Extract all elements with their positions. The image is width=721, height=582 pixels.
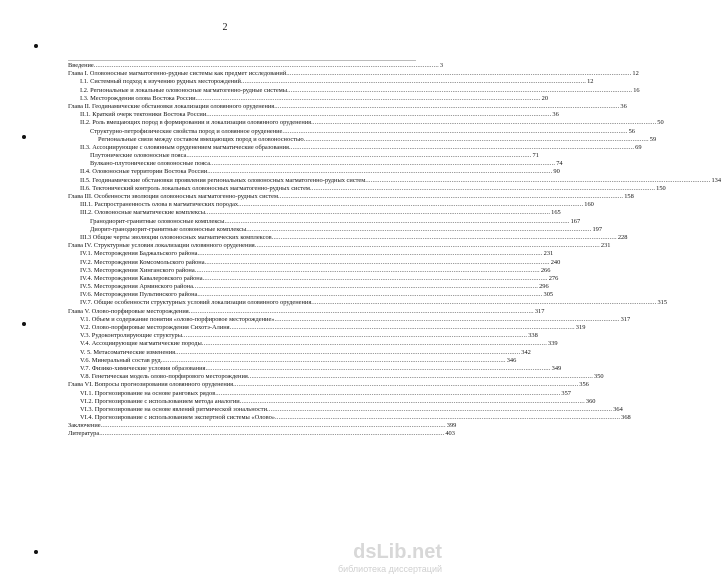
toc-entry-page: 36: [620, 102, 627, 110]
toc-entry: [68, 135, 657, 144]
toc-entry: [68, 160, 563, 168]
toc-leader-dots: [287, 87, 632, 95]
toc-leader-dots: [189, 308, 534, 316]
toc-entry-page: 59: [649, 135, 657, 143]
toc-leader-dots: [205, 365, 550, 373]
toc-entry: [68, 422, 457, 430]
toc-entry-page: 197: [592, 225, 603, 233]
table-of-contents: [68, 62, 721, 439]
toc-leader-dots: [193, 283, 538, 291]
toc-entry-page: 12: [632, 70, 639, 78]
toc-leader-dots: [255, 242, 600, 250]
toc-entry-page: 231: [600, 242, 611, 250]
toc-entry-page: 240: [550, 258, 561, 266]
toc-leader-dots: [233, 381, 578, 389]
toc-entry-page: 36: [552, 111, 559, 119]
toc-leader-dots: [274, 103, 619, 111]
toc-entry-label: VI.4. Прогнозирование с использованием экспертной системы «Олово»: [80, 414, 275, 422]
toc-entry-page: 360: [585, 397, 596, 405]
toc-entry-label: I.2. Региональные и локальные оловоносные магматогенно-рудные системы: [80, 86, 288, 94]
toc-entry-label: Глава V. Олово-порфировые месторождения: [68, 307, 189, 315]
toc-entry: [68, 217, 581, 226]
toc-entry-page: 266: [540, 266, 551, 274]
toc-leader-dots: [195, 267, 540, 275]
toc-entry-label: V.1. Объем и содержание понятия «олово-порфировое месторождение»: [80, 315, 275, 323]
toc-leader-dots: [310, 185, 655, 193]
toc-entry-page: 150: [656, 184, 666, 192]
toc-entry-label: IV.5. Месторождения Арминского района: [80, 283, 193, 291]
toc-entry-page: 167: [570, 217, 581, 225]
toc-entry-page: 356: [579, 381, 589, 389]
watermark: [338, 541, 442, 574]
toc-entry: [68, 258, 561, 267]
toc-entry-page: 71: [532, 152, 539, 160]
toc-entry: [68, 168, 560, 176]
toc-entry-page: 50: [657, 119, 664, 127]
toc-entry-label: IV.2. Месторождения Комсомольского района: [80, 258, 205, 266]
toc-entry: [68, 405, 623, 414]
toc-entry-label: V.6. Минеральный состав руд: [80, 356, 161, 364]
toc-leader-dots: [246, 226, 591, 234]
toc-leader-dots: [286, 70, 631, 78]
toc-entry-label: IV.7. Общие особенности структурных условий локализации оловянного оруденения: [80, 299, 312, 307]
toc-entry: [68, 70, 639, 78]
top-rule: [68, 60, 416, 61]
toc-entry-label: Плутонические оловоносные пояса: [90, 152, 187, 160]
toc-entry-label: IV.6. Месторождения Пультинского района: [80, 291, 198, 299]
toc-entry-page: 317: [534, 307, 545, 315]
toc-entry-page: 276: [548, 274, 559, 282]
toc-entry-label: II.4. Оловоносные территории Востока России: [80, 168, 208, 176]
toc-entry-page: 3: [439, 62, 444, 69]
toc-entry: [68, 381, 589, 389]
toc-entry: [68, 86, 640, 95]
toc-leader-dots: [272, 234, 617, 242]
binding-hole-mark: [22, 135, 26, 139]
toc-entry-page: 160: [584, 201, 594, 209]
toc-entry-label: I.3. Месторождения олова Востока России: [80, 94, 196, 102]
toc-entry-label: IV.1. Месторождения Баджальского района: [80, 250, 198, 258]
toc-entry: [68, 340, 558, 348]
toc-entry-page: 342: [521, 348, 531, 356]
toc-leader-dots: [215, 390, 560, 398]
toc-leader-dots: [289, 144, 634, 152]
binding-hole-mark: [34, 550, 38, 554]
toc-entry: [68, 176, 721, 185]
toc-entry: [68, 250, 554, 258]
toc-entry: [68, 119, 664, 127]
toc-leader-dots: [182, 332, 527, 340]
toc-entry-label: Структурно-петрофизические свойства пород и оловянное оруденение: [90, 127, 283, 135]
toc-leader-dots: [311, 299, 656, 307]
toc-entry: [68, 127, 635, 136]
toc-entry-page: 165: [551, 209, 561, 217]
toc-leader-dots: [196, 95, 541, 103]
toc-entry-label: IV.4. Месторождения Кавалеровского района: [80, 274, 203, 282]
toc-leader-dots: [275, 316, 620, 324]
toc-leader-dots: [224, 218, 569, 226]
toc-entry-page: 296: [539, 283, 549, 291]
toc-leader-dots: [175, 349, 520, 357]
toc-entry-label: Литература: [68, 430, 100, 438]
toc-entry: [68, 209, 561, 217]
toc-entry-page: 74: [556, 160, 563, 168]
toc-entry-page: 399: [446, 422, 457, 430]
toc-entry-label: II.3. Ассоциирующие с оловянным оруденением магматические образования: [80, 143, 289, 151]
toc-entry-label: II.5. Геодинамические обстановки проявления региональных оловоносных магматогенно-рудных систем: [80, 176, 366, 184]
toc-entry-page: 317: [620, 315, 631, 323]
toc-entry: [68, 283, 549, 291]
toc-leader-dots: [267, 406, 612, 414]
toc-entry-page: 228: [617, 233, 628, 241]
toc-leader-dots: [101, 422, 446, 430]
toc-entry-label: IV.3. Месторождения Хинганского района: [80, 266, 195, 274]
toc-entry: [68, 430, 455, 438]
toc-entry-page: 368: [621, 414, 631, 422]
toc-leader-dots: [161, 357, 506, 365]
toc-entry-label: Вулкано-плутонические оловоносные пояса: [90, 160, 211, 168]
toc-entry-page: 305: [543, 291, 554, 299]
toc-leader-dots: [304, 136, 649, 144]
toc-entry: [68, 242, 611, 250]
toc-leader-dots: [365, 177, 710, 185]
toc-entry-page: 134: [711, 176, 721, 184]
toc-leader-dots: [238, 201, 583, 209]
toc-entry: [68, 356, 517, 365]
toc-entry: [68, 193, 634, 201]
toc-leader-dots: [206, 111, 551, 119]
toc-entry: [68, 102, 627, 111]
toc-entry: [68, 201, 594, 209]
toc-entry-page: 158: [624, 193, 634, 200]
toc-entry: [68, 414, 631, 422]
toc-entry-page: 319: [575, 324, 586, 331]
toc-entry-label: V. 5. Метасоматические изменения: [80, 348, 176, 356]
toc-entry-label: II.1. Краткий очерк тектоники Востока России: [80, 111, 207, 119]
toc-entry-label: III.3 Общие черты эволюции оловоносных магматических комплексов: [80, 233, 272, 241]
toc-entry-label: III.1. Распространенность олова в магматических породах: [80, 201, 239, 209]
toc-entry-label: VI.2. Прогнозирование с использованием метода аналогии: [80, 397, 240, 405]
toc-entry: [68, 62, 444, 70]
toc-entry-label: Диорит-гранодиорит-гранитные оловоносные комплексы: [90, 225, 247, 233]
toc-entry-label: Заключение: [68, 422, 101, 430]
toc-entry: [68, 364, 562, 373]
toc-entry-page: 69: [635, 143, 642, 151]
toc-entry-label: Глава IV. Структурные условия локализации оловянного оруденения: [68, 242, 255, 250]
toc-leader-dots: [205, 259, 550, 267]
toc-entry: [68, 299, 668, 307]
toc-leader-dots: [240, 398, 585, 406]
toc-entry: [68, 225, 603, 234]
toc-entry: [68, 94, 549, 103]
toc-entry-label: Гранодиорит-гранитные оловоносные комплексы: [90, 217, 225, 225]
toc-leader-dots: [241, 78, 586, 86]
toc-entry: [68, 389, 571, 398]
toc-entry: [68, 274, 559, 283]
toc-entry-page: 16: [633, 86, 640, 94]
toc-entry-label: VI.3. Прогнозирование на основе явлений ритмической зональности: [80, 405, 268, 413]
toc-entry-page: 403: [445, 430, 455, 438]
binding-hole-mark: [22, 322, 26, 326]
toc-leader-dots: [186, 152, 531, 160]
toc-entry: [68, 315, 631, 324]
toc-entry-label: Глава III. Особенности эволюции оловоносных магматогенно-рудных систем: [68, 193, 279, 200]
toc-entry-label: V.7. Физико-химические условия образования: [80, 364, 206, 372]
toc-entry: [68, 291, 554, 299]
toc-leader-dots: [275, 414, 620, 422]
toc-entry-label: Региональные связи между составом вмещающих пород и оловоносностью: [98, 135, 304, 143]
binding-hole-mark: [34, 44, 38, 48]
toc-entry: [68, 111, 559, 119]
toc-entry-page: 12: [587, 78, 594, 86]
toc-entry: [68, 307, 545, 316]
toc-entry: [68, 184, 666, 193]
watermark-title: dsLib.net: [353, 541, 442, 563]
toc-entry-page: 346: [506, 356, 517, 364]
toc-entry-label: Глава I. Оловоносные магматогенно-рудные системы как предмет исследований: [68, 70, 287, 78]
toc-entry-page: 349: [551, 364, 562, 372]
page-number: 2: [222, 22, 228, 33]
toc-entry-page: 231: [543, 250, 554, 258]
toc-leader-dots: [230, 324, 575, 332]
toc-leader-dots: [205, 209, 550, 217]
toc-entry-label: Введение: [68, 62, 94, 69]
toc-leader-dots: [203, 275, 548, 283]
toc-entry-page: 339: [548, 340, 558, 348]
toc-entry: [68, 233, 628, 242]
toc-entry: [68, 152, 539, 160]
toc-entry-page: 350: [594, 373, 604, 381]
toc-leader-dots: [197, 291, 542, 299]
toc-entry-label: III.2. Оловоносные магматические комплексы: [80, 209, 205, 217]
toc-entry-page: 20: [541, 94, 549, 102]
toc-entry-label: II.6. Тектонический контроль локальных оловоносных магматогенно-рудных систем: [80, 184, 310, 192]
toc-leader-dots: [207, 168, 552, 176]
toc-entry: [68, 332, 538, 340]
toc-entry-page: 90: [553, 168, 560, 176]
toc-leader-dots: [278, 193, 623, 201]
toc-entry-label: V.4. Ассоциирующие магматические породы: [80, 340, 202, 348]
toc-leader-dots: [210, 160, 555, 168]
toc-entry-page: 56: [628, 127, 635, 135]
toc-entry: [68, 373, 604, 381]
toc-entry-page: 364: [613, 405, 623, 413]
toc-leader-dots: [198, 250, 543, 258]
toc-entry-page: 315: [657, 299, 668, 307]
toc-entry-label: I.1. Системный подход к изучению рудных месторождений: [80, 78, 241, 86]
toc-entry: [68, 397, 596, 406]
toc-leader-dots: [282, 128, 627, 136]
toc-entry-label: Глава VI. Вопросы прогнозирования оловянного оруденения: [68, 381, 234, 389]
toc-entry-page: 338: [528, 332, 538, 340]
toc-entry-label: VI.1. Прогнозирование на основе ранговых рядов: [80, 389, 216, 397]
toc-leader-dots: [202, 340, 547, 348]
toc-leader-dots: [99, 430, 444, 438]
toc-entry: [68, 348, 531, 357]
toc-entry-label: V.2. Олово-порфировые месторождения Сихотэ-Алиня: [80, 324, 230, 331]
toc-leader-dots: [248, 373, 593, 381]
toc-entry-label: V.8. Генетическая модель олово-порфирового месторождения: [80, 373, 248, 381]
toc-entry: [68, 266, 551, 275]
toc-entry-page: 357: [561, 389, 571, 397]
toc-entry: [68, 78, 594, 86]
toc-leader-dots: [94, 62, 439, 70]
toc-entry: [68, 143, 642, 152]
toc-entry-label: II.2. Роль вмещающих пород в формировании и локализации оловянного оруденения: [80, 119, 312, 127]
toc-entry: [68, 324, 586, 332]
toc-leader-dots: [311, 119, 656, 127]
watermark-subtitle: библиотека диссертаций: [337, 564, 442, 574]
toc-entry-label: Глава II. Геодинамические обстановки локализации оловянного оруденения: [68, 102, 275, 110]
toc-entry-label: V.3. Рудоконтролирующие структуры: [80, 332, 183, 340]
